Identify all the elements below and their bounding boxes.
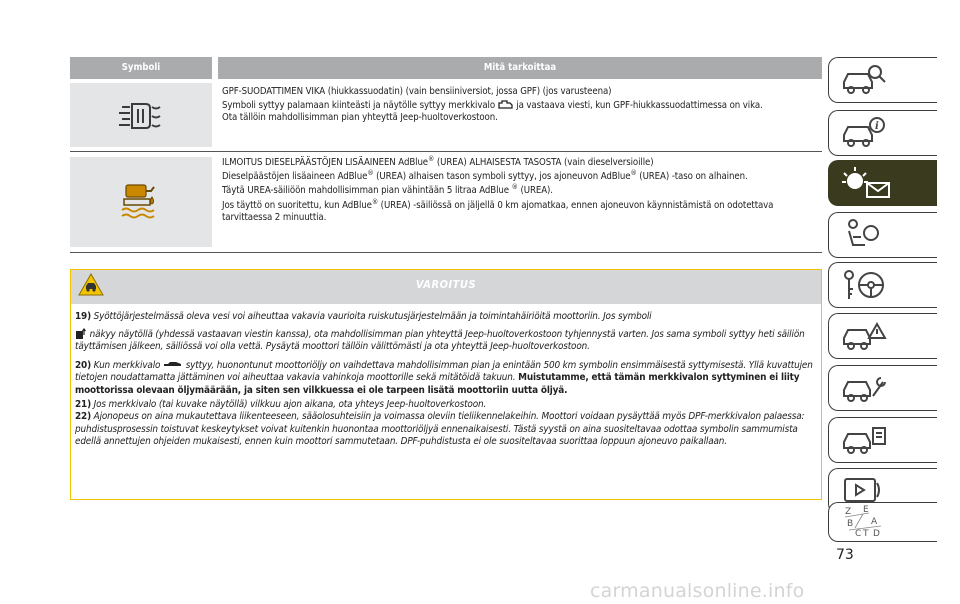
adblue-text-1a: Dieselpäästöjen lisäaineen AdBlue [222,171,368,183]
tab-car-info[interactable] [828,110,937,156]
car-warning-triangle-icon [841,318,887,354]
key-steering-wheel-icon [841,267,887,303]
tab-car-search[interactable] [828,57,937,103]
svg-text:D: D [873,529,880,539]
tab-emergency[interactable] [828,313,937,359]
airbag-seat-icon [841,217,887,253]
note-20-number: 20) [75,359,91,371]
adblue-text-1b: (UREA) alhaisen tason symboli syttyy, jos ajoneuvon AdBlue [376,171,631,183]
svg-text:T: T [863,529,869,539]
tab-technical-data[interactable] [828,417,937,463]
note-22-number: 22) [75,411,91,423]
adblue-description: ILMOITUS DIESELPÄÄSTÖJEN LISÄAINEEN AdBlue® (UREA) ALHAISESTA TASOSTA (vain dieselversioille) Dieselpäästöjen lisäaineen AdBlue® (UREA) alhaisen tason symboli syttyy, jos ajoneuvon AdBlue® (UREA) -taso on alhainen. Täytä UREA-säiliöön mahdollisimman pian vähintään 5 litraa AdBlue ® (UREA). Jos täyttö on suoritettu, kun AdBlue® (UREA) -säiliössä on jäljellä 0 km ajomatkaa, ennen ajoneuvon käynnistämistä on odotettava tarvittaessa 2 minuuttia. [222,154,774,223]
svg-text:Z: Z [845,507,852,517]
note-21-number: 21) [75,398,91,410]
note-20-bold: Muistutamme, että tämän merkkivalon syttyminen ei liity moottorissa olevaan öljymäärään, ja siten sen vilkkuessa ei ole tarpeen lisätä moottoriin uutta öljyä [75,372,800,396]
svg-text:B: B [847,519,854,529]
adblue-text-1c: (UREA) -taso on alhainen. [639,171,748,183]
car-search-icon [841,62,887,98]
row-divider [70,252,822,253]
table-header [70,57,822,79]
gpf-text-a: Symboli syttyy palamaan kiinteästi ja näytölle syttyy merkkivalo [222,100,495,112]
gpf-text-c: Ota tällöin mahdollisimman pian yhteyttä Jeep-huoltoverkostoon. [222,112,498,124]
engine-check-icon [498,100,514,110]
oil-degradation-icon [163,361,183,369]
car-specs-icon [841,422,887,458]
water-in-fuel-icon [75,328,87,340]
gpf-text-b: ja vastaava viesti, kun GPF-hiukkassuodattimessa on vika. [516,100,763,112]
adblue-text-2b: (UREA). [520,185,553,197]
adblue-text-2a: Täytä UREA-säiliöön mahdollisimman pian vähintään 5 litraa AdBlue [222,185,509,197]
gpf-filter-icon [118,101,162,131]
tab-starting-driving[interactable] [828,262,937,308]
note-19-number: 19) [75,311,91,322]
gpf-description [222,86,818,125]
adblue-title-a: ILMOITUS DIESELPÄÄSTÖJEN LISÄAINEEN AdBlue [222,157,429,168]
adblue-text-3a: Jos täyttö on suoritettu, kun AdBlue [222,199,372,211]
warning-body: 19) Syöttöjärjestelmässä oleva vesi voi aiheuttaa vakavia vaurioita ruiskutusjärjestelmään ja toimintahäiriöitä moottoriin. Jos symboli näkyy näytöllä (yhdessä vastaavan viestin kanssa), ota mahdollisimman pian yhteyttä Jeep-huoltoverkostoon tyhjennystä varten. Jos sama symboli syttyy heti säiliön täyttämisen jälkeen, säiliössä voi olla vettä. Pysäytä moottori tällöin välittömästi ja ota yhteyttä Jeep-huoltoverkostoon. 20) Kun merkkivalo syttyy, huonontunut moottoriöljy on vaihdettava mahdollisimman pian ja enintään 500 km symbolin ensimmäisestä syttymisestä. Yllä kuvattujen tietojen noudattamatta jättäminen voi aiheuttaa vakavia vahinkoja moottorille sekä mitätöidä takuun. Muistutamme, että tämän merkkivalon syttyminen ei liity moottorissa olevaan öljymäärään, ja siten sen vilkkuessa ei ole tarpeen lisätä moottoriin uutta öljyä. 21) Jos merkkivalo (tai kuvake näytöllä) vilkkuu ajon aikana, ota yhteys Jeep-huoltoverkostoon. 22) Ajonopeus on aina mukautettava liikenteeseen, sääolosuhteisiin ja voimassa oleviin tieliikennelakeihin. Moottori voidaan pysäyttää myös DPF-merkkivalon palaessa: puhdistusprosessin toistuvat keskeytykset voivat kuitenkin huonontaa moottoriöljyä ennenaikaisesti. Tästä syystä on aina suositeltavaa odottaa symbolin sammumista edellä annettujen ohjeiden mukaisesti, ennen kuin moottori sammutetaan. DPF-puhdistusta ei ole suositeltavaa suorittaa loppuun ajoneuvo paikallaan. [75,311,813,448]
warning-title: VAROITUS [415,278,477,291]
svg-text:i: i [875,121,879,132]
row-divider [70,151,822,152]
tab-warning-lights[interactable] [828,160,937,206]
note-22-text: Ajonopeus on aina mukautettava liikenteeseen, sääolosuhteisiin ja voimassa oleviin tieliikennelakeihin. Moottori voidaan pysäyttää myös DPF-merkkivalon palaessa: puhdistusprosessin toistuvat keskeytykset voivat kuitenkin huonontaa moottoriöljyä ennenaikaisesti. Tästä syystä on aina suositeltavaa odottaa symbolin sammumista edellä annettujen ohjeiden mukaisesti, ennen kuin moottori sammutetaan. DPF-puhdistusta ei ole suositeltavaa suorittaa loppuun ajoneuvo paikallaan. [75,411,805,448]
alphabetical-index-icon [841,504,887,540]
tab-safety[interactable] [828,212,937,258]
note-20-text-b: syttyy, huonontunut moottoriöljy on vaihdettava mahdollisimman pian ja enintään 500 km symbolin ensimmäisestä syttymisestä. Yllä kuvattujen tietojen noudattamatta jättäminen voi aiheuttaa vakavia vahinkoja moottorille sekä mitätöidä takuun. [75,359,813,384]
tab-maintenance[interactable] [828,365,937,411]
footer-watermark: carmanualsonline.info [590,580,805,602]
note-19-text-a: Syöttöjärjestelmässä oleva vesi voi aiheuttaa vakavia vaurioita ruiskutusjärjestelmään ja toimintahäiriöitä moottoriin. Jos symboli [93,311,652,322]
car-info-icon [841,115,887,151]
note-21-text: Jos merkkivalo (tai kuvake näytöllä) vilkkuu ajon aikana, ota yhteys Jeep-huoltoverkostoon. [93,398,487,410]
symbol-cell-adblue [70,157,212,247]
symbol-cell-gpf [70,83,212,147]
svg-text:E: E [863,505,869,515]
header-meaning: Mitä tarkoittaa [483,62,557,73]
header-symbol: Symboli [121,62,161,73]
warning-light-message-icon [841,165,901,201]
car-wrench-icon [841,370,887,406]
gpf-title: GPF-SUODATTIMEN VIKA (hiukkassuodatin) (vain bensiiniversiot, jossa GPF) (jos varusteena) [222,86,612,97]
note-20-text-a: Kun merkkivalo [93,359,161,371]
page-number: 73 [836,547,854,563]
tab-index[interactable] [828,502,937,542]
note-19-text-b: näkyy näytöllä (yhdessä vastaavan viestin kanssa), ota mahdollisimman pian yhteyttä Jeep-huoltoverkostoon tyhjennystä varten. Jos sama symboli syttyy heti säiliön täyttämisen jälkeen, säiliössä voi olla vettä. Pysäytä moottori tällöin välittömästi ja ota yhteyttä Jeep-huoltoverkostoon. [75,328,805,353]
adblue-icon [118,183,164,221]
adblue-text-3b: (UREA) -säiliössä on jäljellä 0 km ajomatkaa, ennen ajoneuvon käynnistämistä on odotettava tarvittaessa 2 minuuttia. [222,199,774,223]
svg-text:C: C [855,529,862,539]
adblue-title-b: (UREA) ALHAISESTA TASOSTA (vain dieselversioille) [436,157,654,168]
svg-text:A: A [871,517,878,527]
